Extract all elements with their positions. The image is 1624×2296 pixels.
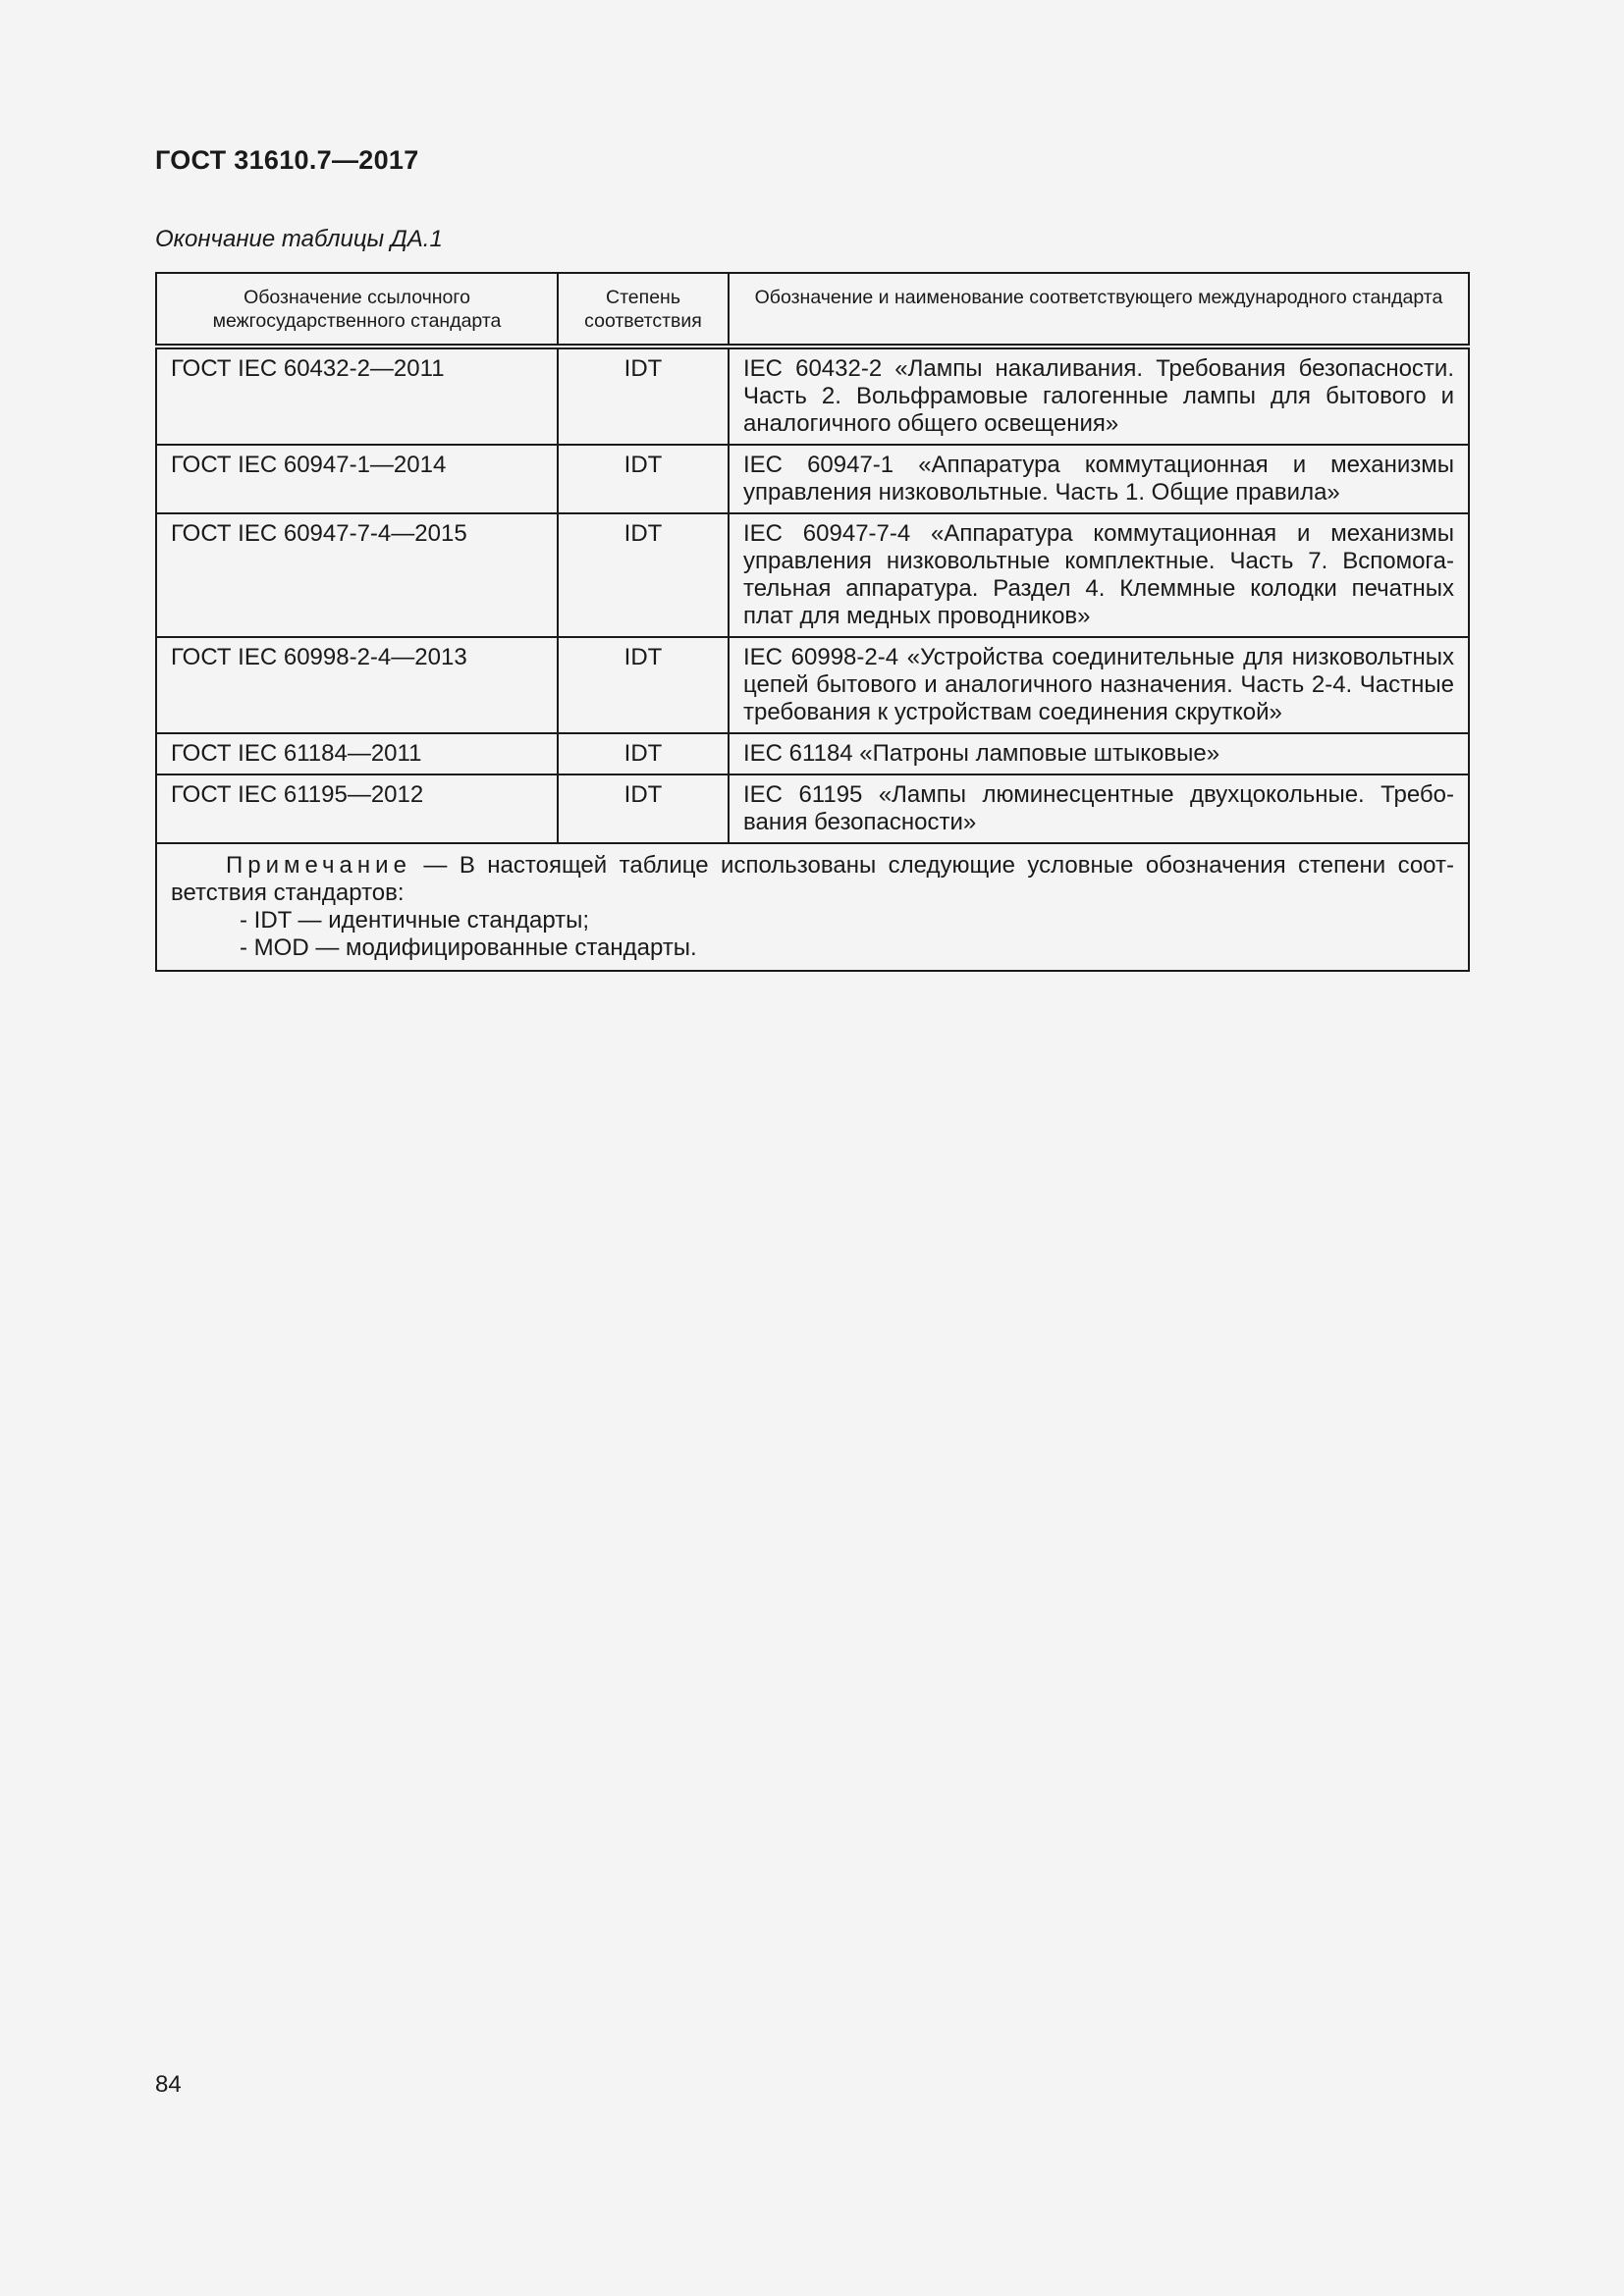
column-header-international-standard: Обозначение и наименование соответствующего международного стандарта bbox=[729, 273, 1469, 347]
reference-standard-cell: ГОСТ IEC 61184—2011 bbox=[156, 733, 558, 774]
table-row bbox=[156, 637, 1469, 733]
document-code-header: ГОСТ 31610.7—2017 bbox=[155, 145, 419, 175]
degree-cell: IDT bbox=[558, 347, 729, 445]
reference-standard-cell: ГОСТ IEC 60947-7-4—2015 bbox=[156, 513, 558, 637]
table-row bbox=[156, 347, 1469, 445]
international-standard-cell: IEC 60998-2-4 «Устройства соединительные для низковольтных цепей бытового и аналогичного назначения. Часть 2-4. Частные требования к устройствам соединения скруткой» bbox=[729, 637, 1469, 733]
table-note bbox=[156, 843, 1469, 971]
international-standard-cell: IEC 61184 «Патроны ламповые штыковые» bbox=[729, 733, 1469, 774]
column-header-reference-standard: Обозначение ссылочного межгосударственного стандарта bbox=[156, 273, 558, 347]
international-standard-cell: IEC 60947-1 «Аппаратура коммутационная и механизмы управления низковольтные. Часть 1. Общие правила» bbox=[729, 445, 1469, 513]
degree-cell: IDT bbox=[558, 733, 729, 774]
table-row bbox=[156, 513, 1469, 637]
reference-standard-cell: ГОСТ IEC 60947-1—2014 bbox=[156, 445, 558, 513]
degree-cell: IDT bbox=[558, 513, 729, 637]
international-standard-cell: IEC 60432-2 «Лампы накаливания. Требования безопасности. Часть 2. Вольфрамовые галогенные лампы для бытового и аналогичного общего освещения» bbox=[729, 347, 1469, 445]
international-standard-cell: IEC 60947-7-4 «Аппаратура коммутационная и механизмы управления низковольтные комплектные. Часть 7. Вспомогательная аппаратура. Раздел 4. Клеммные колодки печатных плат для медных проводников» bbox=[729, 513, 1469, 637]
note-item-mod: - MOD — модифицированные стандарты. bbox=[240, 934, 697, 961]
reference-standard-cell: ГОСТ IEC 60432-2—2011 bbox=[156, 347, 558, 445]
note-label: Примечание bbox=[226, 852, 411, 879]
page-number: 84 bbox=[155, 2071, 182, 2098]
note-paragraph bbox=[171, 852, 1454, 907]
note-item-idt: - IDT — идентичные стандарты; bbox=[240, 907, 590, 934]
degree-cell: IDT bbox=[558, 445, 729, 513]
table-header-row bbox=[156, 273, 1469, 347]
correspondence-table bbox=[155, 272, 1468, 972]
table-caption: Окончание таблицы ДА.1 bbox=[155, 226, 443, 252]
reference-standard-cell: ГОСТ IEC 60998-2-4—2013 bbox=[156, 637, 558, 733]
international-standard-cell: IEC 61195 «Лампы люминесцентные двухцокольные. Требования безопасности» bbox=[729, 774, 1469, 843]
degree-cell: IDT bbox=[558, 774, 729, 843]
table-note-row bbox=[156, 843, 1469, 971]
note-text: — В настоящей таблице использованы следующие условные обозначения степени соответствия стандартов: bbox=[171, 852, 1454, 906]
degree-cell: IDT bbox=[558, 637, 729, 733]
table-row bbox=[156, 445, 1469, 513]
table-row bbox=[156, 774, 1469, 843]
reference-standard-cell: ГОСТ IEC 61195—2012 bbox=[156, 774, 558, 843]
column-header-degree: Степень соответствия bbox=[558, 273, 729, 347]
table-row bbox=[156, 733, 1469, 774]
